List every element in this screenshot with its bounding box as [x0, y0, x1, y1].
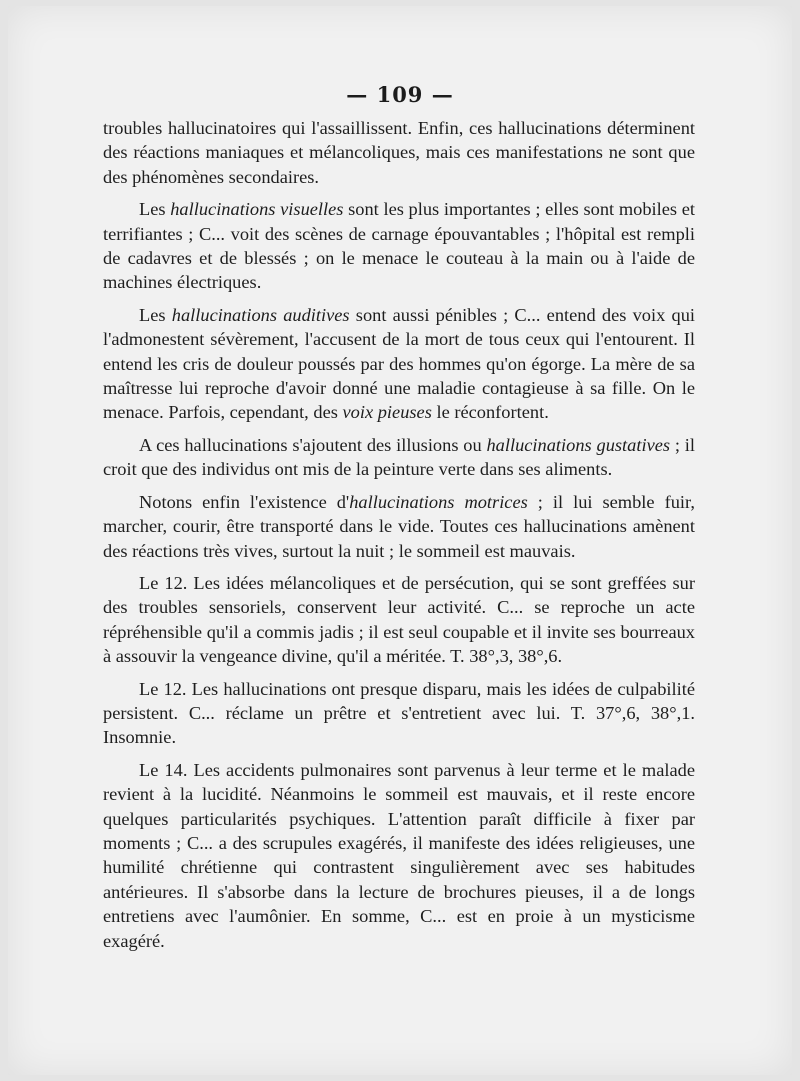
- paragraph: [103, 571, 695, 669]
- text-run: Le 12. Les idées mélancoliques et de persécution, qui se sont greffées sur des troubles sensoriels, conservent leur activité. C... se reproche un acte répréhensible qu'il a commis jadis ; il est seul coupable et il invite ses bourreaux à assouvir la vengeance divine, qu'il a méritée. T. 38°,3, 38°,6.: [103, 572, 695, 667]
- italic-term: voix pieuses: [342, 402, 432, 423]
- italic-term: hallucinations visuelles: [170, 199, 344, 220]
- text-run: troubles hallucinatoires qui l'assaillissent. Enfin, ces hallucinations déterminent des réactions maniaques et mélancoliques, mais ces manifestations ne sont que des phénomènes secondaires.: [103, 118, 695, 187]
- paragraph: [103, 758, 695, 953]
- paragraph: [103, 303, 695, 425]
- paragraph: [103, 116, 695, 189]
- text-run: Les: [139, 199, 171, 220]
- paragraph: [103, 433, 695, 482]
- text-run: Le 12. Les hallucinations ont presque disparu, mais les idées de culpabilité persistent. C... réclame un prêtre et s'entretient avec lui. T. 37°,6, 38°,1. Insomnie.: [103, 678, 695, 748]
- text-run: ; il croit que des individus ont mis de la peinture verte dans ses aliments.: [103, 434, 695, 480]
- text-run: ; il lui semble fuir, marcher, courir, être transporté dans le vide. Toutes ces hallucinations amènent des réactions très vives, surtout la nuit ; le sommeil est mauvais.: [103, 491, 695, 561]
- text-run: Les: [139, 304, 172, 325]
- body-text: [103, 116, 695, 961]
- paragraph: [103, 677, 695, 750]
- text-run: Notons enfin l'existence d': [139, 491, 350, 512]
- text-run: Le 14. Les accidents pulmonaires sont parvenus à leur terme et le malade revient à la lucidité. Néanmoins le sommeil est mauvais, et il reste encore quelques particularités psychiques. L'attention paraît difficile à fixer par moments ; C... a des scrupules exagérés, il manifeste des idées religieuses, une humilité chrétienne qui contrastent singulièrement avec ses habitudes antérieures. Il s'absorbe dans la lecture de brochures pieuses, il a de longs entretiens avec l'aumônier. En somme, C... est en proie à un mysticisme exagéré.: [103, 759, 695, 951]
- text-run: le réconfortent.: [431, 402, 549, 423]
- italic-term: hallucinations auditives: [171, 304, 350, 325]
- text-run: A ces hallucinations s'ajoutent des illusions ou: [139, 434, 487, 455]
- paragraph: [103, 490, 695, 563]
- text-run: sont les plus importantes ; elles sont mobiles et terrifiantes ; C... voit des scènes de carnage épouvantables ; l'hôpital est rempli de cadavres et de blessés ; on le menace le couteau à la main ou à l'aide de machines électriques.: [103, 199, 696, 293]
- paragraph: [103, 197, 695, 295]
- text-run: sont aussi pénibles ; C... entend des voix qui l'admonestent sévèrement, l'accusent de la mort de tous ceux qui l'entourent. Il entend les cris de douleur poussés par des hommes qu'on égorge. La mère de sa maîtresse lui reproche d'avoir donné une maladie contagieuse à sa fille. On le menace. Parfois, cependant, des: [103, 304, 695, 423]
- italic-term: hallucinations gustatives: [486, 434, 671, 455]
- page-number: — 109 —: [346, 82, 454, 107]
- italic-term: hallucinations motrices: [349, 491, 528, 512]
